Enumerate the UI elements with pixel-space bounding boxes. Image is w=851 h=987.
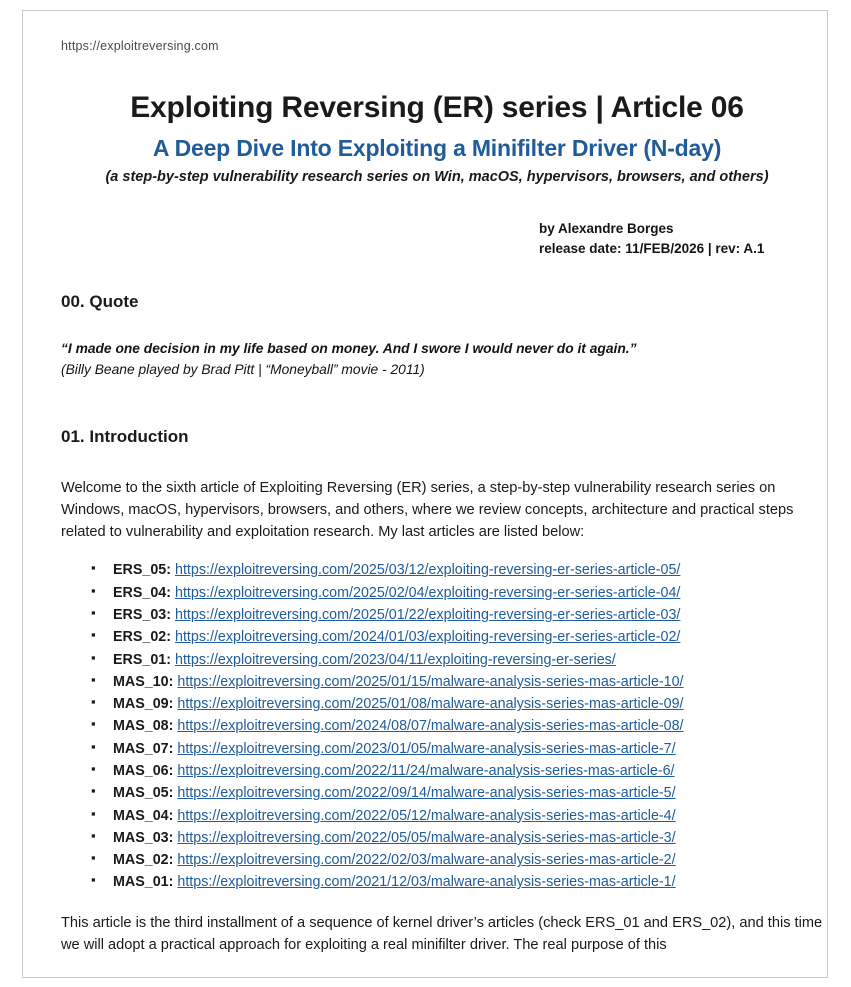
quote-attribution: (Billy Beane played by Brad Pitt | “Moneyball” movie - 2011) xyxy=(61,362,425,378)
list-item xyxy=(61,582,831,604)
article-link[interactable]: https://exploitreversing.com/2025/01/22/exploiting-reversing-er-series-article-03/ xyxy=(175,606,681,623)
article-link[interactable]: https://exploitreversing.com/2022/02/03/malware-analysis-series-mas-article-2/ xyxy=(177,852,676,869)
article-label: ERS_04: xyxy=(113,584,172,601)
article-label: MAS_10: xyxy=(113,673,174,690)
article-label: MAS_05: xyxy=(113,785,174,802)
list-item xyxy=(61,849,831,871)
list-item xyxy=(61,559,831,581)
page-subtitle: A Deep Dive Into Exploiting a Minifilter Driver (N-day) xyxy=(152,134,722,161)
list-item xyxy=(61,604,831,626)
article-link[interactable]: https://exploitreversing.com/2025/01/08/malware-analysis-series-mas-article-09/ xyxy=(177,696,684,713)
article-link[interactable]: https://exploitreversing.com/2021/12/03/malware-analysis-series-mas-article-1/ xyxy=(177,874,676,891)
article-label: MAS_07: xyxy=(113,740,174,757)
list-item xyxy=(61,782,831,804)
article-link[interactable]: https://exploitreversing.com/2022/05/05/malware-analysis-series-mas-article-3/ xyxy=(177,829,676,846)
list-item xyxy=(61,760,831,782)
article-link[interactable]: https://exploitreversing.com/2023/04/11/exploiting-reversing-er-series/ xyxy=(175,651,616,668)
article-link[interactable]: https://exploitreversing.com/2022/09/14/malware-analysis-series-mas-article-5/ xyxy=(177,785,676,802)
document-content xyxy=(61,39,831,956)
byline xyxy=(61,219,831,258)
article-label: MAS_01: xyxy=(113,874,174,891)
article-label: ERS_03: xyxy=(113,606,172,623)
article-label: MAS_03: xyxy=(113,829,174,846)
article-link[interactable]: https://exploitreversing.com/2022/05/12/malware-analysis-series-mas-article-4/ xyxy=(177,807,676,824)
article-label: MAS_09: xyxy=(113,696,174,713)
article-label: MAS_06: xyxy=(113,763,174,779)
article-label: MAS_04: xyxy=(113,807,174,824)
article-link[interactable]: https://exploitreversing.com/2025/03/12/exploiting-reversing-er-series-article-05/ xyxy=(175,562,681,579)
page-tagline: (a step-by-step vulnerability research series on Win, macOS, hypervisors, browsers, and others) xyxy=(105,168,769,185)
article-link-list xyxy=(61,559,831,893)
article-label: ERS_02: xyxy=(113,629,172,646)
title-block xyxy=(61,91,831,185)
article-label: MAS_08: xyxy=(113,718,174,735)
list-item xyxy=(61,827,831,849)
page-title: Exploiting Reversing (ER) series | Article 06 xyxy=(130,91,744,124)
list-item xyxy=(61,805,831,827)
article-label: MAS_02: xyxy=(113,852,174,869)
byline-release: release date: 11/FEB/2026 | rev: A.1 xyxy=(539,240,765,256)
section-heading-introduction: 01. Introduction xyxy=(61,426,189,446)
byline-author: by Alexandre Borges xyxy=(539,220,674,236)
quote-block xyxy=(61,338,831,381)
article-label: ERS_01: xyxy=(113,651,172,668)
list-item xyxy=(61,871,831,893)
article-link[interactable]: https://exploitreversing.com/2024/08/07/malware-analysis-series-mas-article-08/ xyxy=(177,718,684,735)
list-item xyxy=(61,671,831,693)
list-item xyxy=(61,738,831,760)
quote-text: “I made one decision in my life based on money. And I swore I would never do it again.” xyxy=(61,341,637,357)
page-sheet xyxy=(22,10,828,978)
article-link[interactable]: https://exploitreversing.com/2024/01/03/exploiting-reversing-er-series-article-02/ xyxy=(175,629,681,646)
article-link[interactable]: https://exploitreversing.com/2025/02/04/exploiting-reversing-er-series-article-04/ xyxy=(175,584,681,601)
article-link[interactable]: https://exploitreversing.com/2022/11/24/malware-analysis-series-mas-article-6/ xyxy=(177,763,675,779)
section-heading-quote: 00. Quote xyxy=(61,292,139,312)
site-url: https://exploitreversing.com xyxy=(61,39,219,53)
list-item xyxy=(61,693,831,715)
list-item xyxy=(61,649,831,671)
closing-paragraph: This article is the third installment of a sequence of kernel driver’s articles (check ERS_01 and ERS_02), and this time we will adopt a practical approach for exploiting a real minifilter driver. The real purpose of this xyxy=(61,914,823,953)
list-item xyxy=(61,715,831,737)
article-link[interactable]: https://exploitreversing.com/2023/01/05/malware-analysis-series-mas-article-7/ xyxy=(177,740,676,757)
article-label: ERS_05: xyxy=(113,562,172,579)
list-item xyxy=(61,626,831,648)
article-link[interactable]: https://exploitreversing.com/2025/01/15/malware-analysis-series-mas-article-10/ xyxy=(177,673,684,690)
intro-paragraph: Welcome to the sixth article of Exploiting Reversing (ER) series, a step-by-step vulnerability research series on Windows, macOS, hypervisors, browsers, and others, where we review concepts, architecture and practical steps related to vulnerability and exploitation research. My last articles are listed below: xyxy=(61,479,794,541)
